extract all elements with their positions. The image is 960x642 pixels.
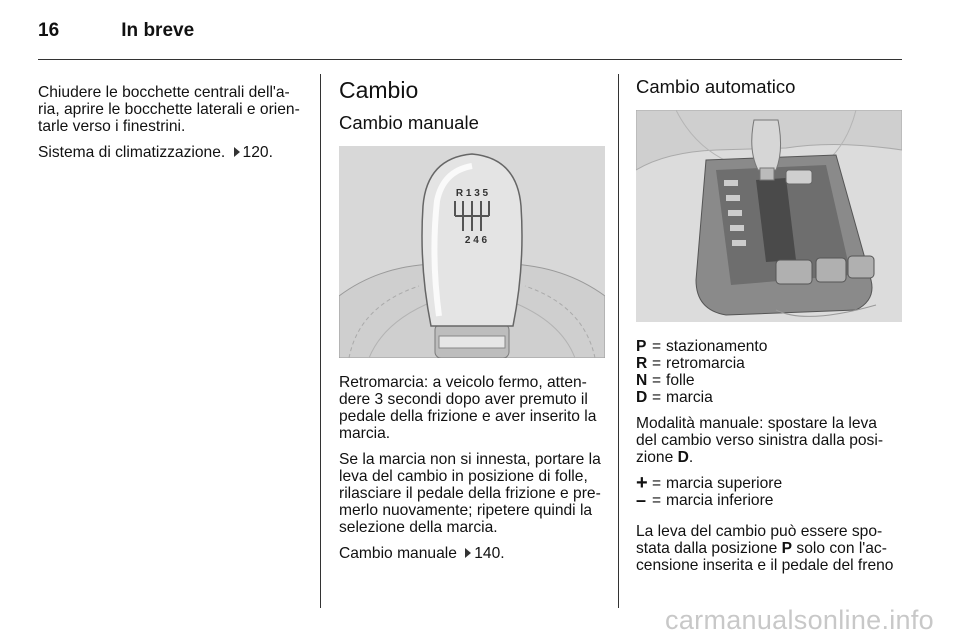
column-1 — [38, 74, 306, 170]
header-divider — [38, 59, 902, 60]
legend-row: N = folle — [636, 372, 695, 389]
watermark: carmanualsonline.info — [665, 605, 934, 635]
page-title: In breve — [121, 20, 195, 41]
page-header — [38, 20, 194, 42]
legend-row: + = marcia superiore — [636, 472, 783, 494]
col3-paragraph-manual: Modalità manuale: spostare la leva del cambio verso sinistra dalla posi-zione D. — [636, 415, 884, 466]
col2-paragraph-2: Se la marcia non si innesta, portare la leva del cambio in posizione di folle, rilasciare il pedale della frizione e pre-merlo nuovamente; ripetere quindi la selezione della marcia. — [339, 451, 601, 536]
col1-xref — [38, 144, 306, 161]
col2-xref — [339, 545, 604, 562]
col2-paragraph-1: Retromarcia: a veicolo fermo, atten-dere 3 secondi dopo aver premuto il pedale della frizione e aver inserito la marcia. — [339, 374, 597, 442]
xref-arrow-icon — [465, 548, 471, 558]
legend-row: D = marcia — [636, 389, 713, 406]
automatic-gear-selector-figure — [636, 110, 902, 322]
knob-gears-top: R 1 3 5 — [455, 188, 489, 199]
col1-xref-text: Sistema di climatizzazione. — [38, 144, 226, 161]
column-2 — [339, 74, 604, 571]
column-divider-1 — [320, 74, 321, 608]
column-divider-2 — [618, 74, 619, 608]
col1-xref-page[interactable]: 120. — [242, 144, 273, 161]
col3-paragraph-last: La leva del cambio può essere spo-stata dalla posizione P solo con l'ac-censione inserita e il pedale del freno — [636, 523, 894, 574]
page-number: 16 — [38, 20, 60, 41]
subsection-heading: Cambio manuale — [339, 112, 479, 133]
section-heading-automatic: Cambio automatico — [636, 76, 796, 97]
col1-paragraph: Chiudere le bocchette centrali dell'a-ria, aprire le bocchette laterali e orien-tarle verso i finestrini. — [38, 84, 300, 135]
col2-xref-text: Cambio manuale — [339, 545, 457, 562]
legend-row: – = marcia inferiore — [636, 490, 774, 510]
knob-gears-bottom: 2 4 6 — [464, 235, 488, 246]
legend-row: R = retromarcia — [636, 355, 745, 372]
xref-arrow-icon — [234, 147, 240, 157]
manual-legend — [636, 472, 902, 510]
col2-xref-page[interactable]: 140. — [474, 545, 505, 562]
legend-row: P = stazionamento — [636, 338, 768, 355]
section-heading: Cambio — [339, 77, 419, 103]
manual-gearshift-figure — [339, 146, 605, 358]
gear-legend — [636, 338, 902, 406]
column-3 — [636, 74, 902, 583]
